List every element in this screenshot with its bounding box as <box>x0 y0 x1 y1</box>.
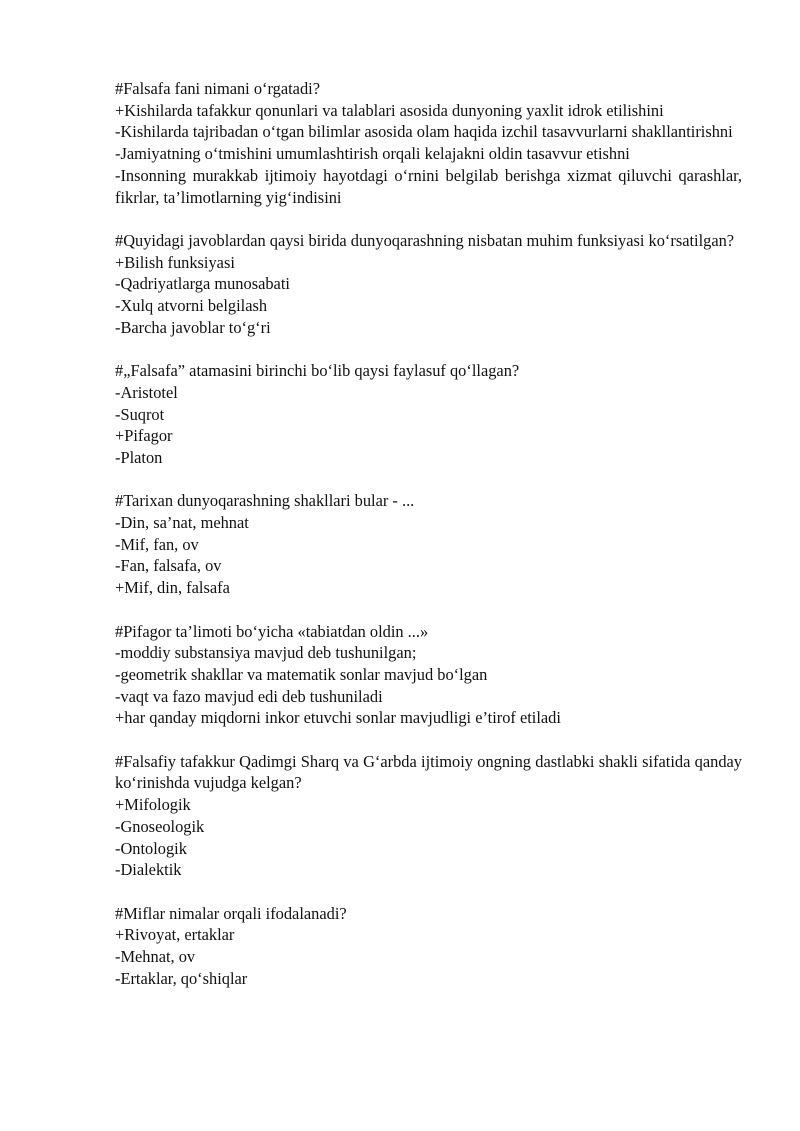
answer-option: +Pifagor <box>115 426 173 446</box>
answer-option: +Bilish funksiyasi <box>115 252 235 272</box>
question-block <box>115 230 742 339</box>
question-text: #Miflar nimalar orqali ifodalanadi? <box>115 903 347 923</box>
answer-option: -vaqt va fazo mavjud edi deb tushuniladi <box>115 686 383 706</box>
answer-option: +Kishilarda tafakkur qonunlari va talablari asosida dunyoning yaxlit idrok etilishini <box>115 100 664 120</box>
answer-option: -Qadriyatlarga munosabati <box>115 274 290 294</box>
answer-option: -moddiy substansiya mavjud deb tushunilgan; <box>115 643 417 663</box>
document-page <box>115 78 742 1011</box>
answer-option: -Platon <box>115 447 163 467</box>
question-text: #Falsafa fani nimani o‘rgatadi? <box>115 79 320 98</box>
question-text: #Pifagor ta’limoti bo‘yicha «tabiatdan oldin ...» <box>115 621 429 641</box>
answer-option: -Suqrot <box>115 404 165 424</box>
answer-option: +har qanday miqdorni inkor etuvchi sonlar mavjudligi e’tirof etiladi <box>115 708 561 728</box>
question-text: #„Falsafa” atamasini birinchi bo‘lib qaysi faylasuf qo‘llagan? <box>115 361 520 381</box>
answer-option: -Mif, fan, ov <box>115 534 199 554</box>
question-block <box>115 751 742 881</box>
answer-option: -Din, sa’nat, mehnat <box>115 513 249 533</box>
answer-option: -Mehnat, ov <box>115 947 196 967</box>
answer-option: -Aristotel <box>115 382 178 402</box>
answer-option: -Dialektik <box>115 860 182 880</box>
answer-option: -Ertaklar, qo‘shiqlar <box>115 968 248 988</box>
question-text: #Tarixan dunyoqarashning shakllari bular - ... <box>115 491 415 511</box>
answer-option: -geometrik shakllar va matematik sonlar mavjud bo‘lgan <box>115 664 488 684</box>
answer-option: -Insonning murakkab ijtimoiy hayotdagi o‘rnini belgilab berishga xizmat qiluvchi qarashlar, fikrlar, ta’limotlarning yig‘indisini <box>115 165 742 207</box>
question-text: #Falsafiy tafakkur Qadimgi Sharq va G‘arbda ijtimoiy ongning dastlabki shakli sifatida qanday ko‘rinishda vujudga kelgan? <box>115 751 742 793</box>
question-block <box>115 78 742 208</box>
answer-option: +Mifologik <box>115 795 191 815</box>
answer-option: +Mif, din, falsafa <box>115 578 230 598</box>
answer-option: -Jamiyatning o‘tmishini umumlashtirish orqali kelajakni oldin tasavvur etishni <box>115 144 630 164</box>
answer-option: -Barcha javoblar to‘g‘ri <box>115 317 271 337</box>
answer-option: -Gnoseologik <box>115 816 205 836</box>
answer-option: -Ontologik <box>115 838 187 858</box>
question-block <box>115 903 742 990</box>
question-text: #Quyidagi javoblardan qaysi birida dunyoqarashning nisbatan muhim funksiyasi ko‘rsatilgan? <box>115 230 735 250</box>
answer-option: -Xulq atvorni belgilash <box>115 296 268 316</box>
answer-option: +Rivoyat, ertaklar <box>115 925 235 945</box>
answer-option: -Kishilarda tajribadan o‘tgan bilimlar asosida olam haqida izchil tasavvurlarni shakllantirishni <box>115 122 733 142</box>
question-block <box>115 621 742 730</box>
question-block <box>115 360 742 469</box>
answer-option: -Fan, falsafa, ov <box>115 556 222 576</box>
question-block <box>115 490 742 599</box>
